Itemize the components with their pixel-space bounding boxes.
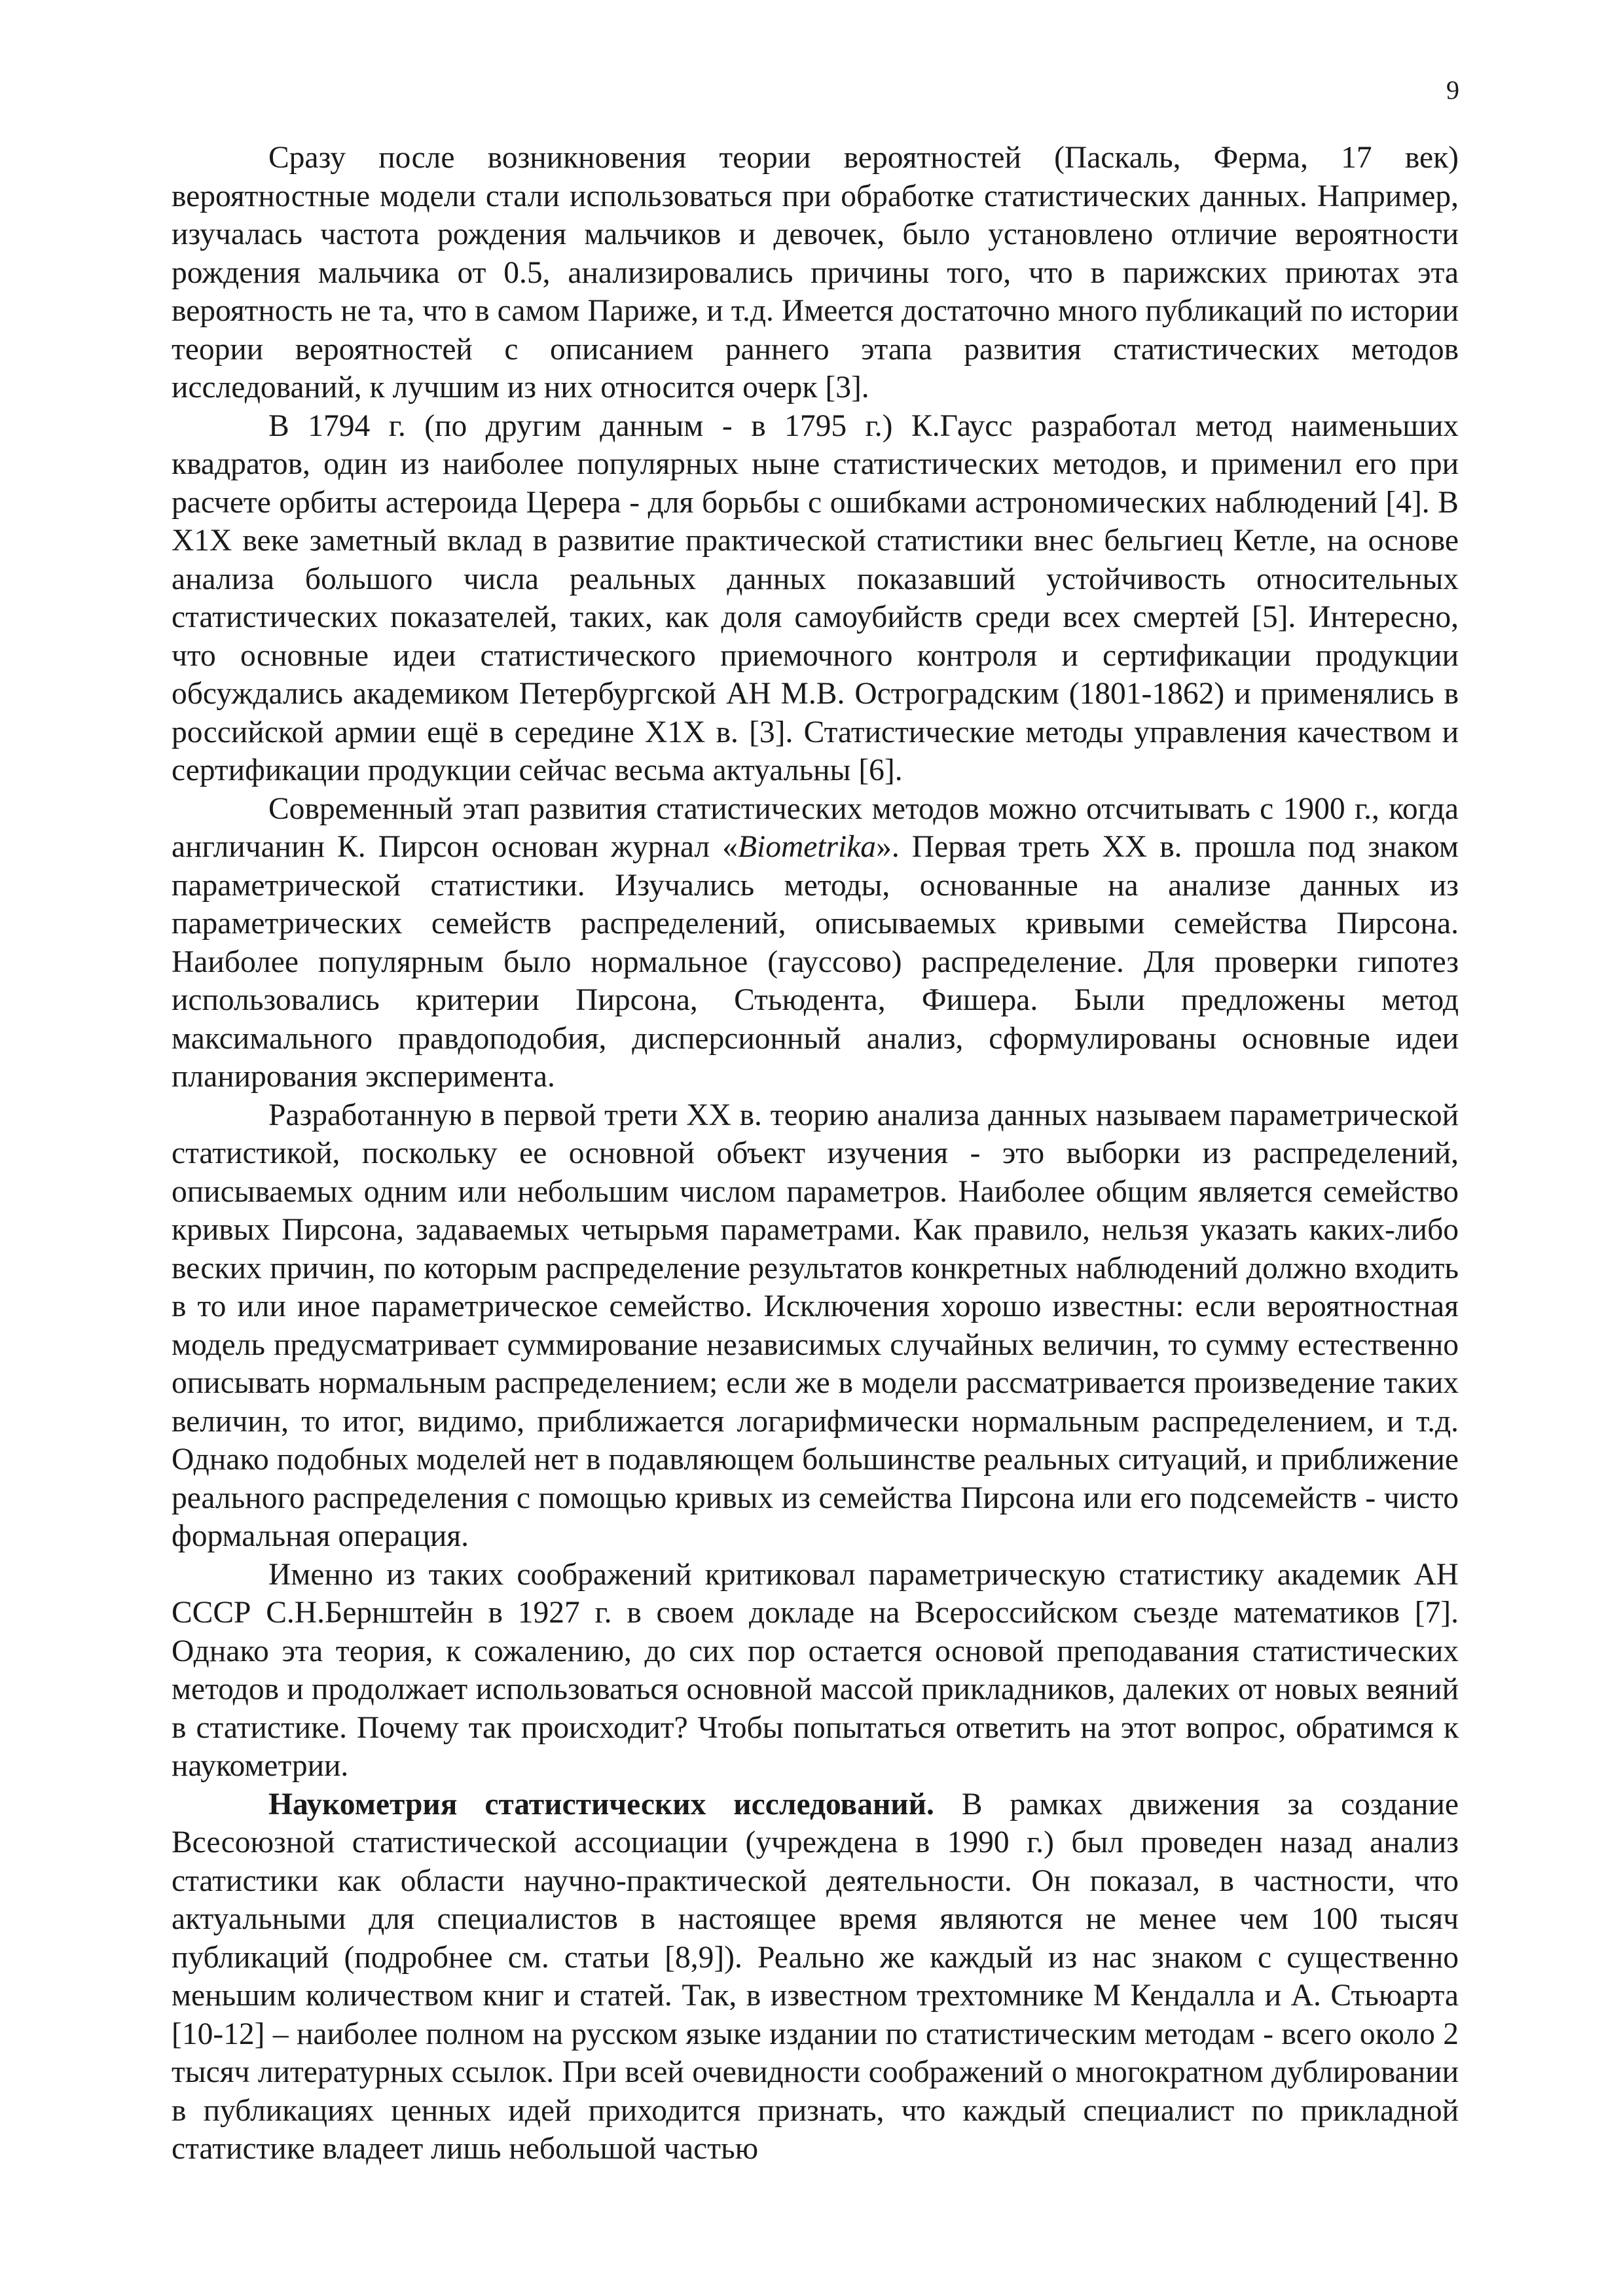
paragraph-scientometrics — [172, 1785, 1459, 2168]
paragraph-modern-stage-text-a: Современный этап развития статистических методов можно отсчитывать с 1900 г., когда англичанин К. Пирсон основан журнал « — [172, 791, 1459, 864]
journal-title: Biometrika — [738, 830, 877, 864]
paragraph-parametric-statistics: Разработанную в первой трети ХХ в. теорию анализа данных называем параметрической статистикой, поскольку ее основной объект изучения - это выборки из распределений, описываемых одним или небольшим числом параметров. Наиболее общим является семейство кривых Пирсона, задаваемых четырьмя параметрами. Как правило, нельзя указать каких-либо веских причин, по которым распределение результатов конкретных наблюдений должно входить в то или иное параметрическое семейство. Исключения хорошо известны: если вероятностная модель предусматривает суммирование независимых случайных величин, то сумму естественно описывать нормальным распределением; если же в модели рассматривается произведение таких величин, то итог, видимо, приближается логарифмически нормальным распределением, и т.д. Однако подобных моделей нет в подавляющем большинстве реальных ситуаций, и приближение реального распределения с помощью кривых из семейства Пирсона или его подсемейств - чисто формальная операция. — [172, 1098, 1459, 1553]
paragraph-gauss-least-squares: В 1794 г. (по другим данным - в 1795 г.) К.Гаусс разработал метод наименьших квадратов, один из наиболее популярных ныне статистических методов, и применил его при расчете орбиты астероида Церера - для борьбы с ошибками астрономических наблюдений [4]. В Х1Х веке заметный вклад в развитие практической статистики внес бельгиец Кетле, на основе анализа большого числа реальных данных показавший устойчивость относительных статистических показателей, таких, как доля самоубийств среди всех смертей [5]. Интересно, что основные идеи статистического приемочного контроля и сертификации продукции обсуждались академиком Петербургской АН М.В. Остроградским (1801-1862) и применялись в российской армии ещё в середине Х1Х в. [3]. Статистические методы управления качеством и сертификации продукции сейчас весьма актуальны [6]. — [172, 408, 1459, 787]
document-body — [172, 139, 1459, 2168]
paragraph-early-probability: Сразу после возникновения теории вероятностей (Паскаль, Ферма, 17 век) вероятностные модели стали использоваться при обработке статистических данных. Например, изучалась частота рождения мальчиков и девочек, было установлено отличие вероятности рождения мальчика от 0.5, анализировались причины того, что в парижских приютах эта вероятность не та, что в самом Париже, и т.д. Имеется достаточно много публикаций по истории теории вероятностей с описанием раннего этапа развития статистических методов исследований, к лучшим из них относится очерк [3]. — [172, 141, 1459, 404]
paragraph-bernstein-critique: Именно из таких соображений критиковал параметрическую статистику академик АН СССР С.Н.Бернштейн в 1927 г. в своем докладе на Всероссийском съезде математиков [7]. Однако эта теория, к сожалению, до сих пор остается основой преподавания статистических методов и продолжает использоваться основной массой прикладников, далеких от новых веяний в статистике. Почему так происходит? Чтобы попытаться ответить на этот вопрос, обратимся к наукометрии. — [172, 1557, 1459, 1783]
section-heading-scientometrics: Наукометрия статистических исследований. — [268, 1787, 934, 1821]
paragraph-scientometrics-text: В рамках движения за создание Всесоюзной статистической ассоциации (учреждена в 1990 г.) был проведен назад анализ статистики как области научно-практической деятельности. Он показал, в частности, что актуальными для специалистов в настоящее время являются не менее чем 100 тысяч публикаций (подробнее см. статьи [8,9]). Реально же каждый из нас знаком с существенно меньшим количеством книг и статей. Так, в известном трехтомнике М Кендалла и А. Стьюарта [10-12] – наиболее полном на русском языке издании по статистическим методам - всего около 2 тысяч литературных ссылок. При всей очевидности соображений о многократном дублировании в публикациях ценных идей приходится признать, что каждый специалист по прикладной статистике владеет лишь небольшой частью — [172, 1787, 1459, 2166]
paragraph-modern-stage-text-b: ». Первая треть ХХ в. прошла под знаком параметрической статистики. Изучались методы, основанные на анализе данных из параметрических семейств распределений, описываемых кривыми семейства Пирсона. Наиболее популярным было нормальное (гауссово) распределение. Для проверки гипотез использовались критерии Пирсона, Стьюдента, Фишера. Были предложены метод максимального правдоподобия, дисперсионный анализ, сформулированы основные идеи планирования эксперимента. — [172, 830, 1459, 1094]
paragraph-modern-stage — [172, 790, 1459, 1096]
page-number: 9 — [1446, 75, 1459, 105]
